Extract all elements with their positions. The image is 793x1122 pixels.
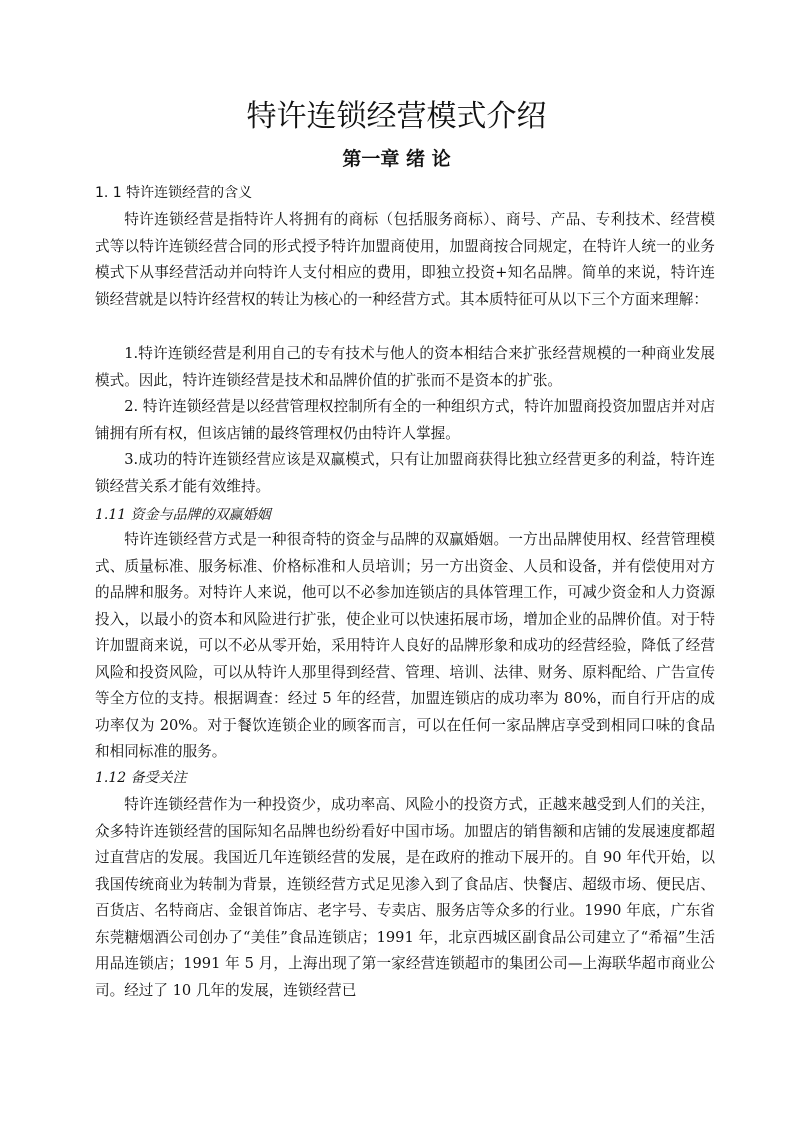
- section-heading-1-1: 1. 1 特许连锁经营的含义: [95, 185, 253, 201]
- section-heading-1-11: 1.11 资金与品牌的双赢婚姻: [95, 507, 271, 523]
- document-title: 特许连锁经营模式介绍: [246, 99, 547, 134]
- paragraph: 特许连锁经营作为一种投资少，成功率高、风险小的投资方式，正越来越受到人们的关注，众多特许连锁经营的国际知名品牌也纷纷看好中国市场。加盟店的销售额和店铺的发展速度都超过直营店的发展。我国近几年连锁经营的发展，是在政府的推动下展开的。自 90 年代开始，以我国传统商业为转制为背景，连锁经营方式足见渗入到了食品店、快餐店、超级市场、便民店、百货店、名特商店、金银首饰店、老字号、专卖店、服务店等众多的行业。1990 年底，广东省东莞糖烟酒公司创办了“美佳”食品连锁店；1991 年，北京西城区副食品公司建立了“希福”生活用品连锁店；1991 年 5 月，上海出现了第一家经营连锁超市的集团公司—上海联华超市商业公司。经过了 10 几年的发展，连锁经营已: [95, 796, 715, 999]
- paragraph: 特许连锁经营方式是一种很奇特的资金与品牌的双赢婚姻。一方出品牌使用权、经营管理模式、质量标准、服务标准、价格标准和人员培训；另一方出资金、人员和设备，并有偿使用对方的品牌和服务。对特许人来说，他可以不必参加连锁店的具体管理工作，可减少资金和人力资源投入，以最小的资本和风险进行扩张，使企业可以快速拓展市场，增加企业的品牌价值。对于特许加盟商来说，可以不必从零开始，采用特许人良好的品牌形象和成功的经营经验，降低了经营风险和投资风险，可以从特许人那里得到经营、管理、培训、法律、财务、原料配给、广告宣传等全方位的支持。根据调查：经过 5 年的经营，加盟连锁店的成功率为 80%，而自行开店的成功率仅为 20%。对于餐饮连锁企业的顾客而言，可以在任何一家品牌店享受到相同口味的食品和相同标准的服务。: [95, 531, 715, 760]
- paragraph: 3.成功的特许连锁经营应该是双赢模式，只有让加盟商获得比独立经营更多的利益，特许连锁经营关系才能有效维持。: [95, 451, 715, 495]
- chapter-heading: 第一章 绪 论: [342, 148, 451, 170]
- paragraph: 1.特许连锁经营是利用自己的专有技术与他人的资本相结合来扩张经营规模的一种商业发展模式。因此，特许连锁经营是技术和品牌价值的扩张而不是资本的扩张。: [95, 345, 715, 389]
- paragraph: 2. 特许连锁经营是以经营管理权控制所有全的一种组织方式，特许加盟商投资加盟店并对店铺拥有所有权，但该店铺的最终管理权仍由特许人掌握。: [95, 398, 715, 442]
- paragraph: 特许连锁经营是指特许人将拥有的商标（包括服务商标）、商号、产品、专利技术、经营模式等以特许连锁经营合同的形式授予特许加盟商使用，加盟商按合同规定，在特许人统一的业务模式下从事经营活动并向特许人支付相应的费用，即独立投资+知名品牌。简单的来说，特许连锁经营就是以特许经营权的转让为核心的一种经营方式。其本质特征可从以下三个方面来理解：: [95, 211, 715, 308]
- section-heading-1-12: 1.12 备受关注: [95, 770, 187, 786]
